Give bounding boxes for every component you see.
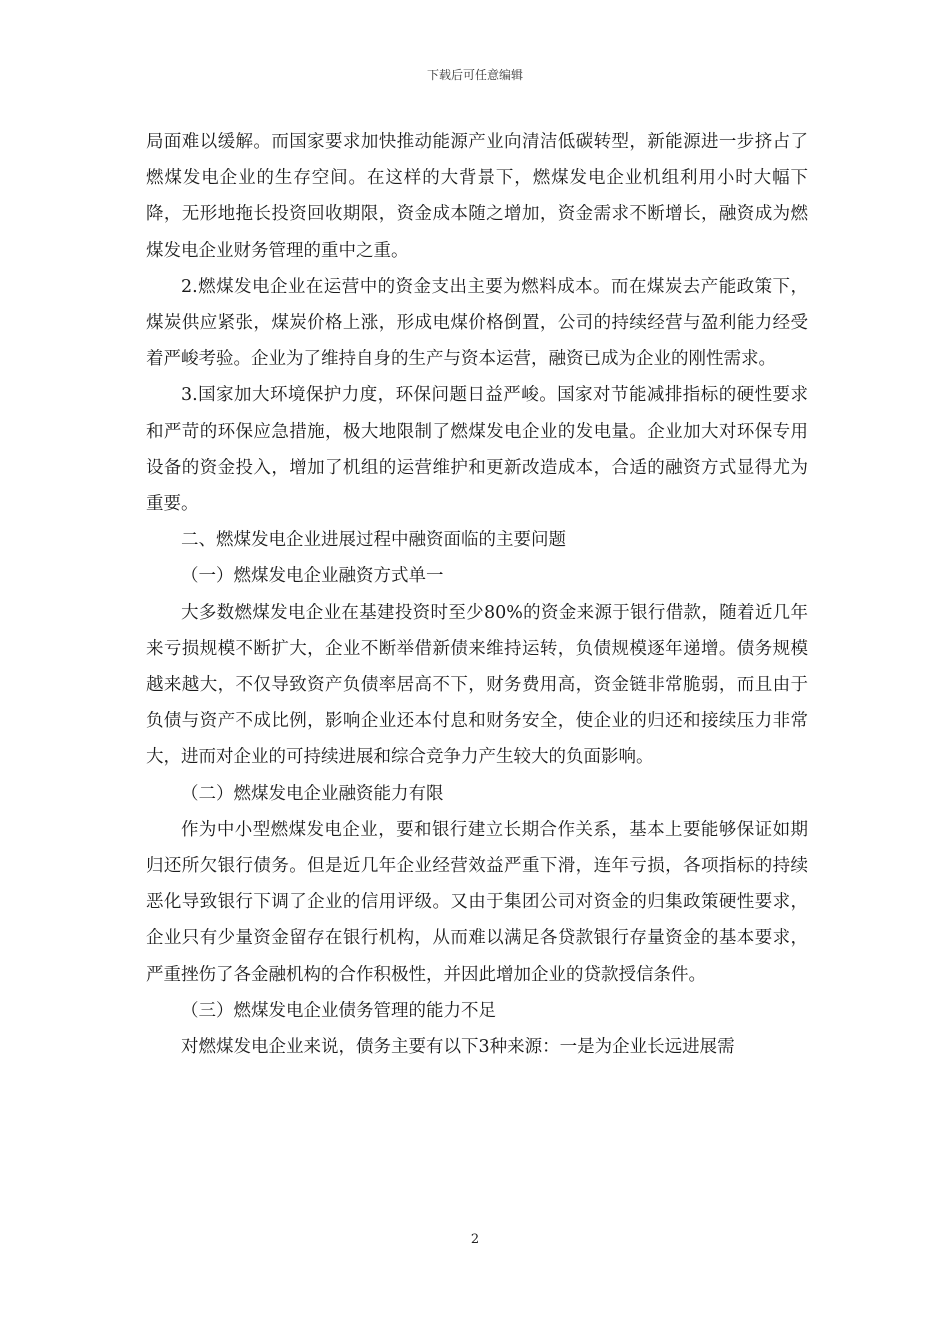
paragraph-financing-single: 大多数燃煤发电企业在基建投资时至少80%的资金来源于银行借款，随着近几年来亏损规模不断扩大，企业不断举借新债来维持运转，负债规模逐年递增。债务规模越来越大，不仅导致资产负债率居高不下，财务费用高，资金链非常脆弱，而且由于负债与资产不成比例，影响企业还本付息和财务安全，使企业的归还和接续压力非常大，进而对企业的可持续进展和综合竞争力产生较大的负面影响。 [146, 602, 808, 768]
section-heading-2: 二、燃煤发电企业进展过程中融资面临的主要问题 [181, 530, 566, 551]
paragraph-continuation: 局面难以缓解。而国家要求加快推动能源产业向清洁低碳转型，新能源进一步挤占了燃煤发电企业的生存空间。在这样的大背景下，燃煤发电企业机组利用小时大幅下降，无形地拖长投资回收期限，资金成本随之增加，资金需求不断增长，融资成为燃煤发电企业财务管理的重中之重。 [146, 132, 808, 261]
paragraph-debt-sources: 对燃煤发电企业来说，债务主要有以下3种来源：一是为企业长远进展需 [181, 1037, 735, 1058]
subsection-heading-1: （一）燃煤发电企业融资方式单一 [181, 566, 444, 587]
document-body [146, 124, 808, 1065]
paragraph-point-3: 3.国家加大环境保护力度，环保问题日益严峻。国家对节能减排指标的硬性要求和严苛的环保应急措施，极大地限制了燃煤发电企业的发电量。企业加大对环保专用设备的资金投入，增加了机组的运营维护和更新改造成本，合适的融资方式显得尤为重要。 [146, 385, 808, 515]
page-number: 2 [470, 1232, 480, 1247]
subsection-heading-2: （二）燃煤发电企业融资能力有限 [181, 783, 444, 804]
subsection-heading-3: （三）燃煤发电企业债务管理的能力不足 [181, 1000, 496, 1021]
paragraph-financing-limited: 作为中小型燃煤发电企业，要和银行建立长期合作关系，基本上要能够保证如期归还所欠银行债务。但是近几年企业经营效益严重下滑，连年亏损，各项指标的持续恶化导致银行下调了企业的信用评级。又由于集团公司对资金的归集政策硬性要求，企业只有少量资金留存在银行机构，从而难以满足各贷款银行存量资金的基本要求，严重挫伤了各金融机构的合作积极性，并因此增加企业的贷款授信条件。 [146, 819, 808, 985]
page-header: 下载后可任意编辑 [426, 68, 523, 82]
paragraph-point-2: 2.燃煤发电企业在运营中的资金支出主要为燃料成本。而在煤炭去产能政策下，煤炭供应紧张，煤炭价格上涨，形成电煤价格倒置，公司的持续经营与盈利能力经受着严峻考验。企业为了维持自身的生产与资本运营，融资已成为企业的刚性需求。 [146, 276, 808, 370]
